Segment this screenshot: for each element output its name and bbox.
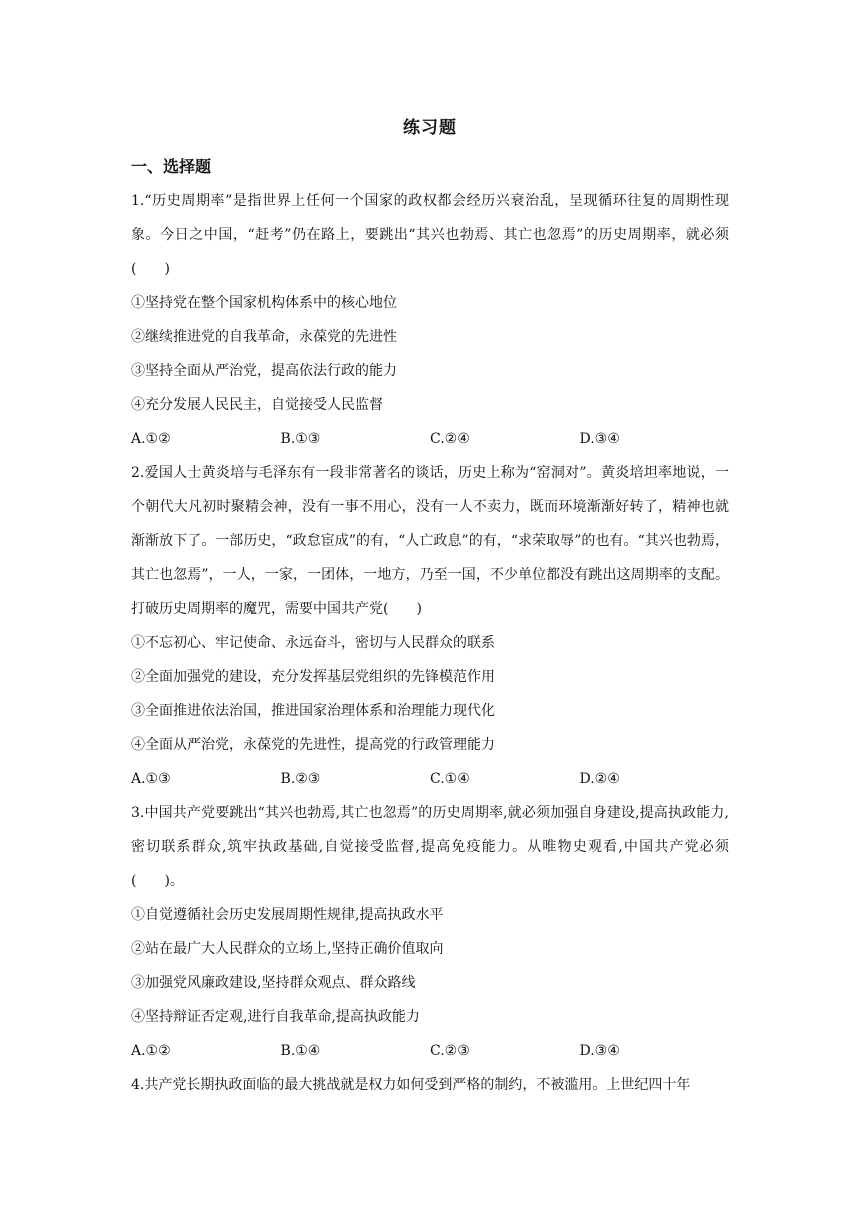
question-4-stem: 4.共产党长期执政面临的最大挑战就是权力如何受到严格的制约，不被滥用。上世纪四十年 [131,1077,691,1093]
question-1-option-4: ④充分发展人民民主，自觉接受人民监督 [131,397,383,413]
question-1-choice-a: A.①② [131,431,171,447]
question-2-choices [131,762,729,796]
question-2-option-1: ①不忘初心、牢记使命、永远奋斗，密切与人民群众的联系 [131,635,495,651]
question-2-choice-a: A.①③ [131,771,171,787]
question-1-option-2: ②继续推进党的自我革命，永葆党的先进性 [131,329,397,345]
question-2-choice-b: B.②③ [280,771,321,787]
question-3-choices [131,1034,729,1068]
question-2 [131,456,729,796]
question-2-option-4: ④全面从严治党，永葆党的先进性，提高党的行政管理能力 [131,737,495,753]
question-4 [131,1068,729,1102]
question-1-choice-c: C.②④ [430,431,470,447]
question-1-option-3: ③坚持全面从严治党，提高依法行政的能力 [131,363,397,379]
question-1-choices [131,422,729,456]
question-2-choice-d: D.②④ [579,771,620,787]
question-2-stem: 2.爱国人士黄炎培与毛泽东有一段非常著名的谈话，历史上称为“窑洞对”。黄炎培坦率地说，一个朝代大凡初时聚精会神，没有一事不用心，没有一人不卖力，既而环境渐渐好转了，精神也就渐渐放下了。一部历史，“政怠宦成”的有，“人亡政息”的有，“求荣取辱”的也有。“其兴也勃焉，其亡也忽焉”，一人，一家，一团体，一地方，乃至一国，不少单位都没有跳出这周期率的支配。打破历史周期率的魔咒，需要中国共产党( ) [131,465,729,617]
question-2-option-3: ③全面推进依法治国，推进国家治理体系和治理能力现代化 [131,703,495,719]
question-1 [131,184,729,456]
question-3-option-2: ②站在最广大人民群众的立场上,坚持正确价值取向 [131,941,444,957]
question-list [131,184,729,1102]
question-1-choice-d: D.③④ [579,431,620,447]
question-3-option-3: ③加强党风廉政建设,坚持群众观点、群众路线 [131,975,416,991]
question-3-choice-c: C.②③ [430,1043,470,1059]
question-1-option-1: ①坚持党在整个国家机构体系中的核心地位 [131,295,397,311]
question-2-choice-c: C.①④ [430,771,470,787]
question-1-stem: 1.“历史周期率”是指世界上任何一个国家的政权都会经历兴衰治乱，呈现循环往复的周期性现象。今日之中国，“赶考”仍在路上，要跳出“其兴也勃焉、其亡也忽焉”的历史周期率，就必须( ) [131,193,729,277]
question-1-choice-b: B.①③ [280,431,321,447]
question-3-stem: 3.中国共产党要跳出“其兴也勃焉,其亡也忽焉”的历史周期率,就必须加强自身建设,提高执政能力,密切联系群众,筑牢执政基础,自觉接受监督,提高免疫能力。从唯物史观看,中国共产党必须( )。 [131,805,729,889]
section-heading: 一、选择题 [131,157,212,176]
document-title: 练习题 [403,118,457,138]
question-2-option-2: ②全面加强党的建设，充分发挥基层党组织的先锋模范作用 [131,669,495,685]
question-3-option-4: ④坚持辩证否定观,进行自我革命,提高执政能力 [131,1009,420,1025]
question-3-choice-d: D.③④ [579,1043,620,1059]
question-3-choice-b: B.①④ [280,1043,321,1059]
question-3-choice-a: A.①② [131,1043,171,1059]
question-3-option-1: ①自觉遵循社会历史发展周期性规律,提高执政水平 [131,907,444,923]
question-3 [131,796,729,1068]
